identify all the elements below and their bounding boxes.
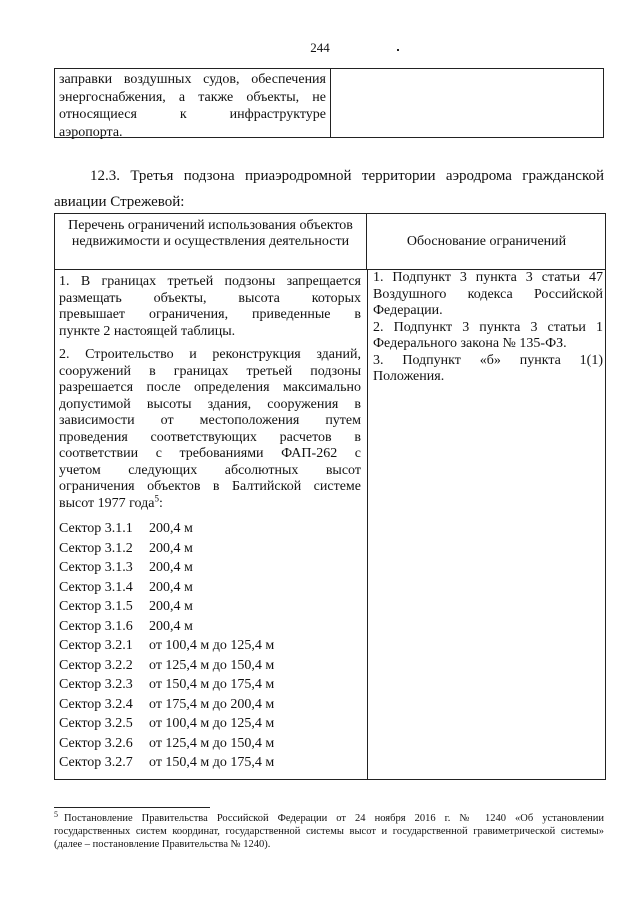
section-heading-line: авиации Стрежевой: [54, 194, 185, 210]
sector-height: 200,4 м [149, 540, 193, 556]
sector-height: 200,4 м [149, 579, 193, 595]
justification-cell [373, 270, 603, 386]
footnote-line: государственных систем координат, государственной системы высот и государственной гравиметрической системы» [54, 826, 604, 837]
sector-row [59, 578, 361, 598]
sector-name: Сектор 3.1.6 [59, 618, 133, 634]
sector-name: Сектор 3.2.1 [59, 638, 133, 653]
text-line: учетом следующих абсолютных высот [59, 462, 361, 478]
sector-row [59, 558, 361, 578]
text-line: 1. В границах третьей подзоны запрещается [59, 274, 361, 289]
sector-row [59, 656, 361, 676]
text-line: Федерации. [373, 303, 443, 318]
footnote-text: Постановление Правительства Российской Федерации от 24 ноября 2016 г. № 1240 «Об установлении [64, 813, 604, 824]
footnote-line: (далее – постановление Правительства № 1240). [54, 839, 271, 850]
sector-row [59, 617, 361, 637]
sector-row [59, 714, 361, 734]
footnote-rule [54, 807, 210, 808]
section-heading [54, 163, 604, 215]
sector-list [59, 519, 361, 773]
cell-line: относящиеся к инфраструктуре [59, 107, 326, 122]
text-line: размещать объекты, высота которых [59, 290, 361, 306]
sector-height: от 125,4 м до 150,4 м [149, 735, 275, 751]
sector-name: Сектор 3.2.5 [59, 716, 133, 731]
cell-line: заправки воздушных судов, обеспечения [59, 72, 326, 87]
header-justification: Обоснование ограничений [406, 234, 567, 249]
text-line [59, 492, 361, 513]
sector-name: Сектор 3.1.3 [59, 560, 133, 575]
sector-height: 200,4 м [149, 560, 193, 575]
sector-name: Сектор 3.1.4 [59, 579, 133, 595]
text-line: 1. Подпункт 3 пункта 3 статьи 47 [373, 270, 603, 285]
sector-row [59, 539, 361, 559]
header-restrictions-list: Перечень ограничений использования объектов недвижимости и осуществления деятельности [55, 214, 367, 269]
text-line: 2. Строительство и реконструкция зданий, [59, 347, 361, 362]
sector-height: 200,4 м [149, 599, 193, 614]
sector-name: Сектор 3.1.2 [59, 540, 133, 556]
restrictions-table [54, 213, 606, 780]
text-line: 2. Подпункт 3 пункта 3 статьи 1 [373, 319, 603, 335]
footnote-line [54, 809, 604, 825]
text-line: проведения соответствующих расчетов в [59, 429, 361, 445]
sector-name: Сектор 3.1.5 [59, 599, 133, 614]
text-line: ограничения объектов в Балтийской системе [59, 479, 361, 494]
sector-name: Сектор 3.2.3 [59, 677, 133, 692]
restrictions-cell [59, 274, 361, 773]
paragraph-1 [59, 274, 361, 340]
section-heading-line: 12.3. Третья подзона приаэродромной территории аэродрома гражданской [90, 168, 604, 184]
sector-row [59, 695, 361, 715]
para2-last-text: высот 1977 года [59, 495, 155, 511]
sector-row [59, 597, 361, 617]
sector-height: от 150,4 м до 175,4 м [149, 755, 275, 770]
continued-table [54, 68, 604, 138]
footnote [54, 809, 604, 851]
table-header-row [55, 214, 605, 270]
text-line: пункте 2 настоящей таблицы. [59, 323, 236, 339]
sector-name: Сектор 3.2.7 [59, 755, 133, 770]
text-line: Воздушного кодекса Российской [373, 286, 603, 302]
text-line: сооружений в границах третьей подзоны [59, 363, 361, 379]
footnote-mark: 5 [54, 809, 58, 819]
column-divider [367, 269, 368, 779]
sector-height: от 100,4 м до 125,4 м [149, 638, 275, 653]
text-line: разрешается после определения максимально [59, 380, 361, 395]
sector-row [59, 734, 361, 754]
text-line: 3. Подпункт «б» пункта 1(1) [373, 352, 603, 368]
sector-row [59, 675, 361, 695]
para2-colon: : [159, 495, 163, 511]
cell-line: аэропорта. [59, 124, 123, 140]
sector-name: Сектор 3.2.6 [59, 735, 133, 751]
sector-height: от 125,4 м до 150,4 м [149, 657, 275, 673]
sector-height: от 150,4 м до 175,4 м [149, 677, 275, 692]
text-line: Положения. [373, 369, 445, 384]
sector-row [59, 636, 361, 656]
sector-name: Сектор 3.2.4 [59, 696, 133, 712]
text-line: допустимой высоты здания, сооружения в [59, 396, 361, 412]
sector-row [59, 753, 361, 773]
sector-height: 200,4 м [149, 521, 193, 536]
continued-table-cell [55, 69, 331, 140]
footnote-reference: 5 [154, 492, 159, 503]
text-line: зависимости от местоположения путем [59, 413, 361, 428]
scan-speck [397, 49, 399, 51]
text-line: Федерального закона № 135-ФЗ. [373, 336, 567, 351]
sector-height: от 175,4 м до 200,4 м [149, 696, 275, 712]
paragraph-2 [59, 347, 361, 512]
sector-height: от 100,4 м до 125,4 м [149, 716, 275, 731]
cell-line: энергоснабжения, а также объекты, не [59, 89, 326, 105]
sector-name: Сектор 3.1.1 [59, 521, 133, 536]
sector-row [59, 519, 361, 539]
text-line: превышает ограничения, приведенные в [59, 307, 361, 322]
sector-height: 200,4 м [149, 618, 193, 634]
sector-name: Сектор 3.2.2 [59, 657, 133, 673]
text-line: соответствии с требованиями ФАП-262 с [59, 446, 361, 461]
page-number: 244 [310, 40, 330, 55]
